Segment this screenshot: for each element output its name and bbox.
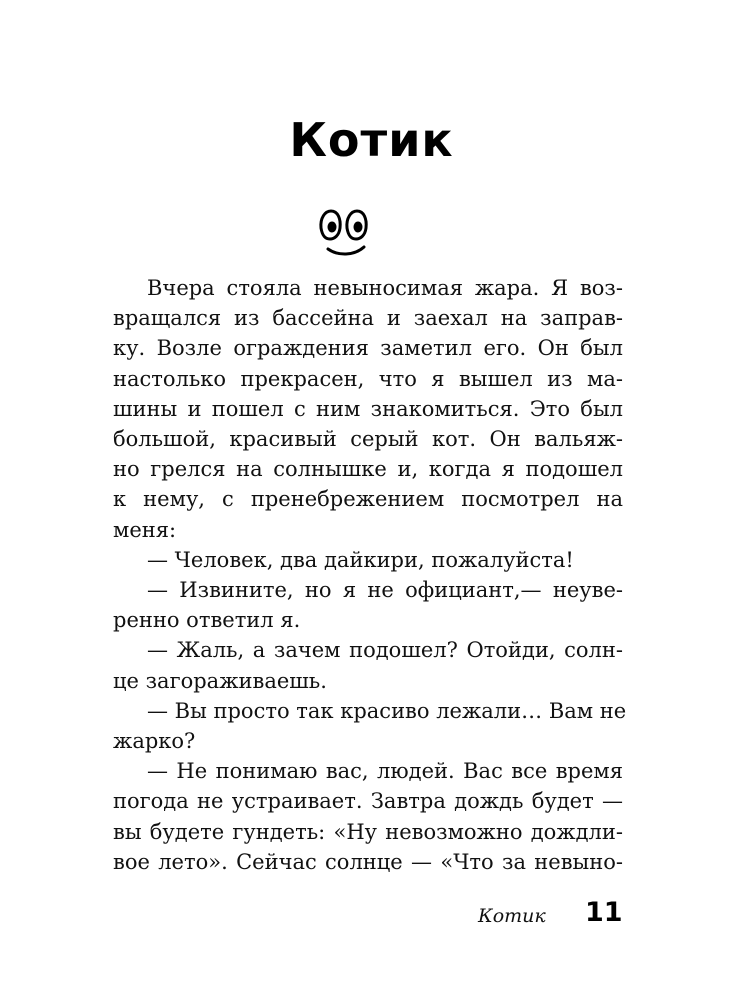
text-line: настолько прекрасен, что я вышел из ма- [113, 366, 623, 391]
dialogue-line: — Вы просто так красиво лежали… Вам не [147, 698, 627, 723]
dialogue-line: — Жаль, а зачем подошел? Отойди, солн- [147, 638, 623, 663]
text-line: ку. Возле ограждения заметил его. Он был [113, 336, 623, 361]
text-line: большой, красивый серый кот. Он вальяж- [113, 427, 623, 452]
text-line: вращался из бассейна и заехал на заправ- [113, 306, 623, 331]
dialogue-line: — Не понимаю вас, людей. Вас все время [147, 759, 623, 784]
text-line: но грелся на солнышке и, когда я подошел [113, 457, 623, 482]
text-line: вы будете гундеть: «Ну невозможно дождли- [113, 819, 623, 844]
text-line: погода не устраивает. Завтра дождь будет — [113, 789, 623, 814]
chapter-title: Котик [289, 113, 454, 167]
text-line: шины и пошел с ним знакомиться. Это был [113, 396, 623, 421]
text-line: к нему, с пренебрежением посмотрел на [113, 487, 623, 512]
text-line: це загораживаешь. [113, 668, 327, 693]
chapter-body-text [113, 273, 627, 877]
smiley-face-icon [316, 206, 374, 260]
text-line: Вчера стояла невыносимая жара. Я воз- [147, 276, 623, 300]
text-line: вое лето». Сейчас солнце — «Что за невыно- [113, 849, 623, 874]
text-line: меня: [113, 517, 177, 542]
page-number: 11 [585, 897, 623, 928]
text-line: жарко? [113, 729, 196, 754]
dialogue-line: — Извините, но я не официант,— неуве- [147, 578, 623, 603]
dialogue-line: — Человек, два дайкири, пожалуйста! [147, 547, 574, 572]
running-title: Котик [478, 905, 546, 927]
text-line: ренно ответил я. [113, 608, 301, 633]
